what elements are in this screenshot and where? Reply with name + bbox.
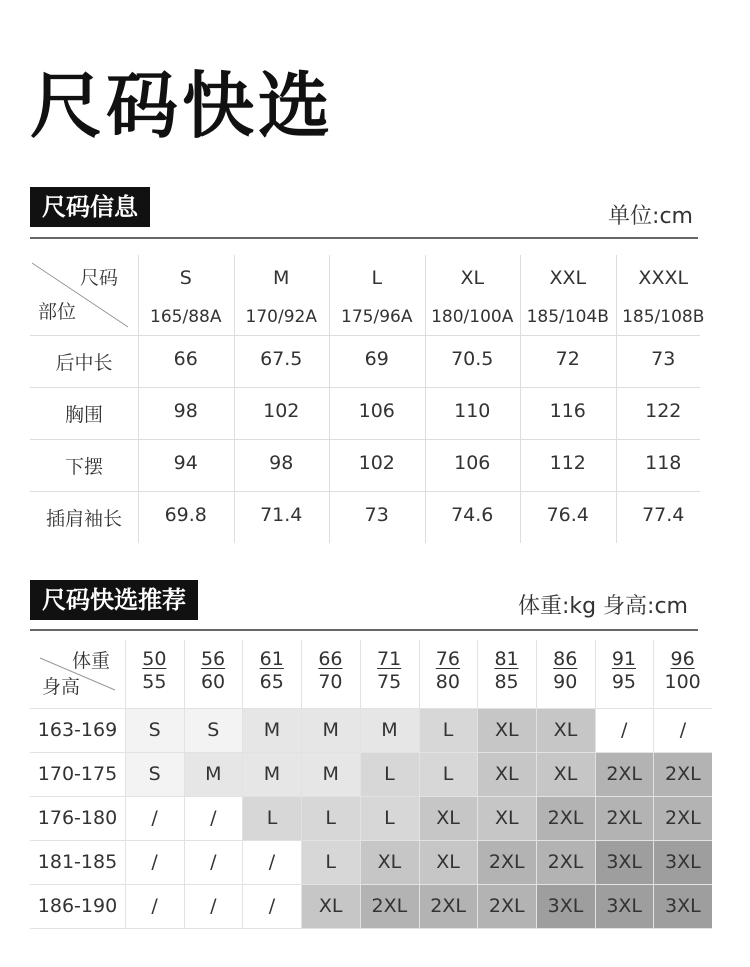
size-recommend-cell: 2XL: [419, 884, 478, 929]
recommend-unit: 体重:kg 身高:cm: [517, 594, 688, 619]
grid-hline: [30, 387, 700, 388]
grid-vline: [616, 255, 617, 543]
weight-max: 95: [611, 671, 637, 693]
weight-range-header: [184, 648, 243, 694]
size-recommend-cell: XL: [536, 752, 595, 797]
measure-cell: 116: [549, 400, 586, 422]
size-recommend-cell: L: [419, 752, 478, 797]
weight-range-header: [125, 648, 184, 694]
weight-range-header: [242, 648, 301, 694]
weight-range-header: [301, 648, 360, 694]
weight-min: 81: [494, 648, 519, 670]
measure-cell: 106: [358, 400, 395, 422]
weight-min: 76: [435, 648, 460, 670]
size-recommend-cell: 2XL: [653, 752, 712, 797]
measure-cell: 76.4: [546, 504, 589, 526]
weight-min: 96: [670, 648, 695, 670]
weight-range-header: [360, 648, 419, 694]
size-recommend-cell: /: [125, 840, 184, 885]
corner-weight-label: 体重: [72, 650, 111, 672]
grid-hline: [30, 752, 712, 753]
size-recommend-cell: XL: [477, 708, 536, 753]
size-name: M: [273, 267, 290, 289]
row-label: 插肩袖长: [45, 508, 122, 530]
grid-hline: [30, 335, 700, 336]
size-recommend-cell: 2XL: [536, 840, 595, 885]
grid-vline: [520, 255, 521, 543]
measure-cell: 102: [358, 452, 395, 474]
size-spec: 175/96A: [341, 307, 413, 327]
measure-cell: 69: [364, 348, 389, 370]
measure-cell: 70.5: [451, 348, 494, 370]
size-recommend-cell: /: [125, 884, 184, 929]
height-range-label: 186-190: [37, 895, 118, 917]
measure-cell: 106: [454, 452, 491, 474]
measure-cell: 122: [645, 400, 682, 422]
grid-hline: [30, 796, 712, 797]
measure-cell: 98: [173, 400, 198, 422]
size-recommend-cell: 2XL: [536, 796, 595, 841]
weight-max: 90: [553, 671, 578, 693]
size-recommend-cell: M: [360, 708, 419, 753]
measure-cell: 71.4: [260, 504, 303, 526]
size-name: S: [179, 267, 192, 289]
size-recommend-cell: /: [184, 884, 243, 929]
recommend-divider: [30, 629, 698, 631]
size-recommend-cell: 3XL: [653, 840, 712, 885]
size-recommend-cell: XL: [536, 708, 595, 753]
grid-vline: [329, 255, 330, 543]
size-recommend-cell: M: [242, 752, 301, 797]
size-recommend-cell: 2XL: [477, 884, 536, 929]
size-recommend-cell: M: [301, 752, 360, 797]
size-spec: 165/88A: [150, 307, 222, 327]
row-label: 后中长: [55, 352, 113, 374]
measure-cell: 118: [645, 452, 682, 474]
weight-range-header: [419, 648, 478, 694]
size-recommend-cell: L: [360, 752, 419, 797]
corner-part-label: 部位: [38, 301, 77, 323]
size-name: L: [371, 267, 383, 289]
height-range-label: 163-169: [37, 719, 118, 741]
weight-max: 85: [494, 671, 519, 693]
weight-max: 65: [259, 671, 284, 693]
size-name: XXL: [549, 267, 587, 289]
corner-height-label: 身高: [42, 676, 81, 698]
size-recommend-cell: 2XL: [360, 884, 419, 929]
weight-max: 75: [377, 671, 402, 693]
size-recommend-cell: XL: [360, 840, 419, 885]
measure-cell: 112: [549, 452, 586, 474]
size-recommend-cell: 2XL: [477, 840, 536, 885]
size-recommend-cell: M: [184, 752, 243, 797]
weight-range-header: [536, 648, 595, 694]
weight-range-header: [477, 648, 536, 694]
weight-range-header: [595, 648, 654, 694]
size-recommend-cell: L: [242, 796, 301, 841]
weight-min: 56: [200, 648, 226, 670]
size-recommend-cell: S: [125, 708, 184, 753]
row-label: 胸围: [64, 404, 103, 426]
size-recommend-cell: /: [125, 796, 184, 841]
weight-max: 70: [318, 671, 343, 693]
size-recommend-cell: L: [419, 708, 478, 753]
row-label: 下摆: [64, 456, 103, 478]
size-recommend-cell: XL: [301, 884, 360, 929]
measure-cell: 72: [555, 348, 580, 370]
weight-max: 60: [200, 671, 226, 693]
weight-min: 61: [259, 648, 284, 670]
size-recommend-cell: 3XL: [653, 884, 712, 929]
size-spec: 170/92A: [245, 307, 317, 327]
weight-max: 55: [142, 671, 167, 693]
measure-cell: 74.6: [451, 504, 494, 526]
measure-cell: 67.5: [260, 348, 303, 370]
corner-size-label: 尺码: [80, 267, 119, 289]
size-recommend-cell: XL: [419, 796, 478, 841]
size-info-label: 尺码信息: [30, 187, 150, 227]
size-recommend-cell: 2XL: [653, 796, 712, 841]
size-recommend-cell: S: [184, 708, 243, 753]
size-spec: 185/104B: [526, 307, 609, 327]
size-recommend-cell: 3XL: [536, 884, 595, 929]
height-range-label: 176-180: [37, 807, 118, 829]
grid-hline: [30, 928, 712, 929]
page-title: 尺码快选: [30, 64, 335, 148]
size-spec: 180/100A: [431, 307, 514, 327]
size-name: XXXL: [638, 267, 689, 289]
size-recommend-cell: L: [360, 796, 419, 841]
size-spec: 185/108B: [622, 307, 705, 327]
grid-hline: [30, 439, 700, 440]
grid-vline: [138, 255, 139, 543]
measure-cell: 77.4: [642, 504, 685, 526]
grid-hline: [30, 708, 712, 709]
measure-cell: 73: [651, 348, 676, 370]
weight-min: 86: [553, 648, 578, 670]
weight-min: 50: [142, 648, 167, 670]
weight-min: 71: [377, 648, 402, 670]
height-range-label: 170-175: [37, 763, 118, 785]
size-recommend-cell: /: [595, 708, 654, 753]
weight-min: 91: [611, 648, 637, 670]
weight-max: 100: [664, 671, 701, 693]
grid-vline: [425, 255, 426, 543]
size-info-unit: 单位:cm: [608, 204, 693, 229]
size-recommend-cell: /: [184, 840, 243, 885]
size-recommend-cell: 2XL: [595, 752, 654, 797]
measure-cell: 73: [364, 504, 389, 526]
recommend-table: [30, 640, 712, 930]
size-info-divider: [30, 237, 698, 239]
grid-hline: [30, 491, 700, 492]
recommend-label: 尺码快选推荐: [30, 580, 198, 620]
weight-max: 80: [435, 671, 460, 693]
size-recommend-cell: /: [242, 884, 301, 929]
grid-vline: [234, 255, 235, 543]
size-recommend-cell: /: [653, 708, 712, 753]
size-recommend-cell: L: [301, 796, 360, 841]
measure-cell: 66: [173, 348, 198, 370]
size-recommend-cell: /: [242, 840, 301, 885]
measure-cell: 98: [269, 452, 294, 474]
height-range-label: 181-185: [37, 851, 118, 873]
measure-cell: 110: [454, 400, 491, 422]
size-recommend-cell: L: [301, 840, 360, 885]
size-recommend-cell: 3XL: [595, 840, 654, 885]
size-recommend-cell: /: [184, 796, 243, 841]
measure-cell: 102: [263, 400, 300, 422]
grid-hline: [30, 884, 712, 885]
size-recommend-cell: 2XL: [595, 796, 654, 841]
measure-cell: 94: [173, 452, 198, 474]
size-recommend-cell: S: [125, 752, 184, 797]
size-recommend-cell: XL: [419, 840, 478, 885]
weight-min: 66: [318, 648, 343, 670]
size-recommend-cell: XL: [477, 796, 536, 841]
grid-hline: [30, 840, 712, 841]
size-name: XL: [460, 267, 485, 289]
size-recommend-cell: 3XL: [595, 884, 654, 929]
size-recommend-cell: M: [301, 708, 360, 753]
size-recommend-cell: M: [242, 708, 301, 753]
size-info-table: [30, 255, 705, 543]
weight-range-header: [653, 648, 712, 694]
measure-cell: 69.8: [164, 504, 207, 526]
size-recommend-cell: XL: [477, 752, 536, 797]
